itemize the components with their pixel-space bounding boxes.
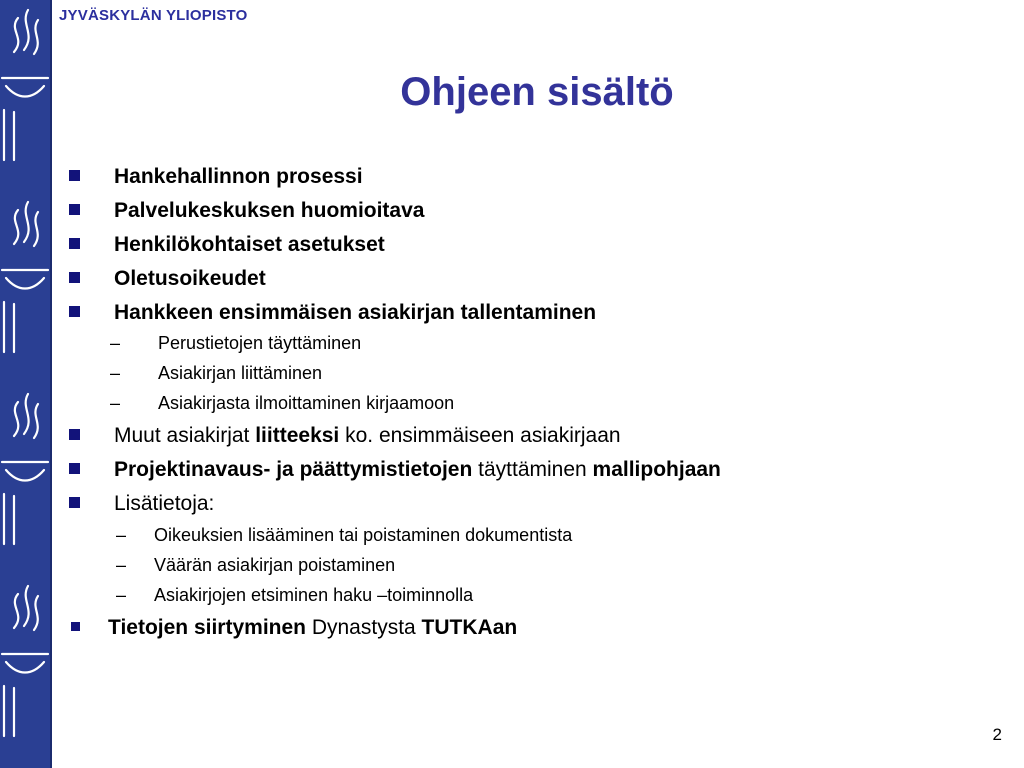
- bullet-text-part-bold: Projektinavaus- ja päättymistietojen: [114, 458, 473, 481]
- bullet-item: Hankkeen ensimmäisen asiakirjan tallentaminen: [114, 301, 597, 324]
- sub-bullet-item: Perustietojen täyttäminen: [158, 333, 362, 353]
- sub-bullet-item: Asiakirjan liittäminen: [158, 363, 323, 383]
- bullet-item: Lisätietoja:: [114, 492, 215, 515]
- square-bullet-icon: [71, 622, 80, 631]
- bullet-item: [114, 424, 621, 448]
- sub-bullet-item: Väärän asiakirjan poistaminen: [154, 555, 396, 575]
- square-bullet-icon: [69, 204, 80, 215]
- bullet-text-part-bold: mallipohjaan: [592, 458, 721, 481]
- dash-bullet: –: [110, 393, 121, 413]
- sub-bullet-item: Asiakirjasta ilmoittaminen kirjaamoon: [158, 393, 455, 413]
- bullet-item: Oletusoikeudet: [114, 267, 266, 290]
- dash-bullet: –: [110, 363, 121, 383]
- bullet-text-part: täyttäminen: [472, 458, 593, 481]
- bullet-item: Hankehallinnon prosessi: [114, 165, 363, 188]
- side-decoration-band: [0, 0, 52, 768]
- page-number: 2: [992, 725, 1002, 744]
- university-logo-text: JYVÄSKYLÄN YLIOPISTO: [59, 7, 248, 24]
- torch-icon: [2, 394, 48, 544]
- square-bullet-icon: [69, 272, 80, 283]
- dash-bullet: –: [116, 585, 127, 605]
- torch-emblem-pattern: [0, 0, 50, 768]
- slide-title: Ohjeen sisältö: [400, 70, 674, 114]
- dash-bullet: –: [116, 525, 127, 545]
- sub-bullet-item: Asiakirjojen etsiminen haku –toiminnolla: [154, 585, 474, 605]
- bullet-text-part: ko. ensimmäiseen asiakirjaan: [339, 424, 621, 447]
- square-bullet-icon: [69, 429, 80, 440]
- square-bullet-icon: [69, 497, 80, 508]
- sub-bullet-item: Oikeuksien lisääminen tai poistaminen dokumentista: [154, 525, 573, 545]
- square-bullet-icon: [69, 238, 80, 249]
- torch-icon: [2, 586, 48, 736]
- bullet-text-part-bold: Tietojen siirtyminen: [108, 616, 306, 639]
- bullet-text-part: Muut asiakirjat: [114, 424, 256, 447]
- bullet-text-part-bold: liitteeksi: [255, 424, 340, 447]
- bullet-item: [114, 458, 721, 482]
- bullet-item: Palvelukeskuksen huomioitava: [114, 199, 425, 222]
- bullet-text-part: Dynastysta: [306, 616, 422, 639]
- torch-icon: [2, 202, 48, 352]
- square-bullet-icon: [69, 463, 80, 474]
- dash-bullet: –: [116, 555, 127, 575]
- bullet-item: Henkilökohtaiset asetukset: [114, 233, 385, 256]
- bullet-item: [108, 616, 517, 640]
- square-bullet-icon: [69, 170, 80, 181]
- bullet-text-part-bold: TUTKAan: [421, 616, 518, 639]
- dash-bullet: –: [110, 333, 121, 353]
- square-bullet-icon: [69, 306, 80, 317]
